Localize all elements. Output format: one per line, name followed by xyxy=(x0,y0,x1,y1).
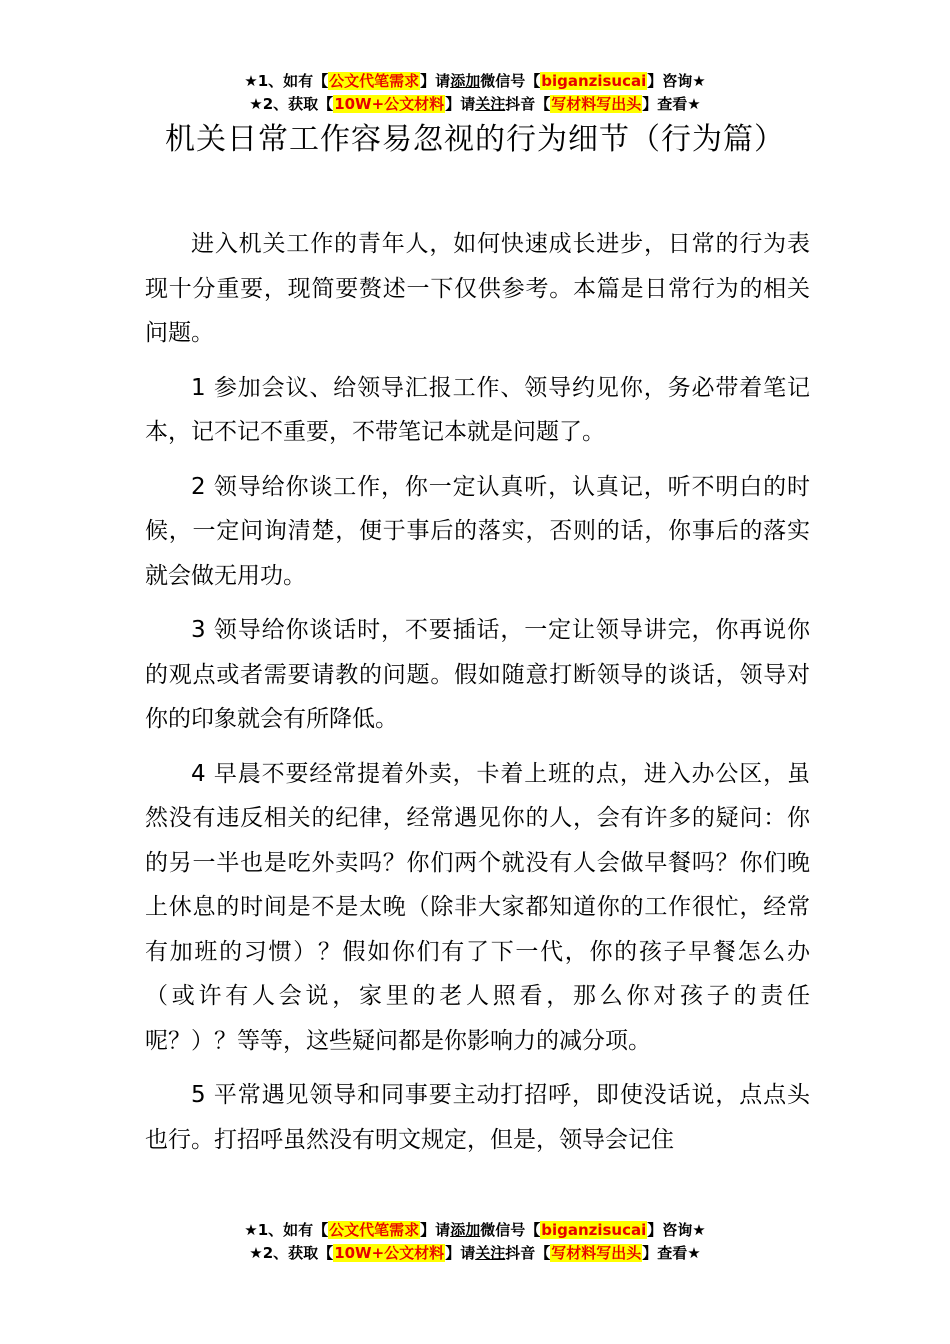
banner-text: ★2、获取【 xyxy=(249,95,334,113)
banner-text: 】请 xyxy=(445,1244,476,1262)
banner-text: 】查看★ xyxy=(642,95,701,113)
document-body xyxy=(145,222,810,1172)
banner-line-2 xyxy=(0,93,950,116)
banner-text: 抖音【 xyxy=(505,95,551,113)
paragraph-item-4: 4 早晨不要经常提着外卖，卡着上班的点，进入办公区，虽然没有违反相关的纪律，经常遇见你的人，会有许多的疑问：你的另一半也是吃外卖吗？你们两个就没有人会做早餐吗？你们晚上休息的时间是不是太晚（除非大家都知道你的工作很忙，经常有加班的习惯）？假如你们有了下一代，你的孩子早餐怎么办（或许有人会说，家里的老人照看，那么你对孩子的责任呢？）？等等，这些疑问都是你影响力的减分项。 xyxy=(145,760,810,1054)
highlight-materials: 10W+公文材料 xyxy=(334,1244,445,1262)
document-title: 机关日常工作容易忽视的行为细节（行为篇） xyxy=(165,122,785,157)
paragraph-item-3: 3 领导给你谈话时，不要插话，一定让领导讲完，你再说你的观点或者需要请教的问题。假如随意打断领导的谈话，领导对你的印象就会有所降低。 xyxy=(145,617,810,732)
highlight-materials: 10W+公文材料 xyxy=(334,95,445,113)
banner-text: ★1、如有【 xyxy=(244,1221,329,1239)
banner-line-1 xyxy=(0,70,950,93)
paragraph-item-1: 1 参加会议、给领导汇报工作、领导约见你，务必带着笔记本，记不记不重要，不带笔记本就是问题了。 xyxy=(145,374,810,445)
banner-text: 】请 xyxy=(420,1221,451,1239)
banner-text: ★2、获取【 xyxy=(249,1244,334,1262)
paragraph-item-2: 2 领导给你谈工作，你一定认真听，认真记，听不明白的时候，一定问询清楚，便于事后的落实，否则的话，你事后的落实就会做无用功。 xyxy=(145,473,810,589)
banner-text: 微信号【 xyxy=(480,1221,541,1239)
banner-text: 】请 xyxy=(445,95,476,113)
banner-line-2 xyxy=(0,1242,950,1265)
banner-underlined-text: 添加 xyxy=(450,1221,481,1239)
banner-text: 】咨询★ xyxy=(647,72,706,90)
highlight-douyin-id: 写材料写出头 xyxy=(551,95,642,113)
highlight-douyin-id: 写材料写出头 xyxy=(551,1244,642,1262)
footer-banner xyxy=(0,1219,950,1265)
banner-text: 】请 xyxy=(420,72,451,90)
banner-text: 抖音【 xyxy=(505,1244,551,1262)
highlight-wechat-id: biganzisucai xyxy=(541,1221,647,1239)
highlight-wechat-id: biganzisucai xyxy=(541,72,647,90)
banner-text: 微信号【 xyxy=(480,72,541,90)
header-banner xyxy=(0,70,950,116)
banner-line-1 xyxy=(0,1219,950,1242)
banner-text: ★1、如有【 xyxy=(244,72,329,90)
highlight-service: 公文代笔需求 xyxy=(329,1221,420,1239)
banner-underlined-text: 添加 xyxy=(450,72,481,90)
banner-text: 】查看★ xyxy=(642,1244,701,1262)
banner-text: 】咨询★ xyxy=(647,1221,706,1239)
highlight-service: 公文代笔需求 xyxy=(329,72,420,90)
banner-underlined-text: 关注 xyxy=(475,95,506,113)
paragraph-item-5: 5 平常遇见领导和同事要主动打招呼，即使没话说，点点头也行。打招呼虽然没有明文规定，但是，领导会记住 xyxy=(145,1082,810,1153)
banner-underlined-text: 关注 xyxy=(475,1244,506,1262)
paragraph-intro: 进入机关工作的青年人，如何快速成长进步，日常的行为表现十分重要，现简要赘述一下仅供参考。本篇是日常行为的相关问题。 xyxy=(145,231,810,346)
